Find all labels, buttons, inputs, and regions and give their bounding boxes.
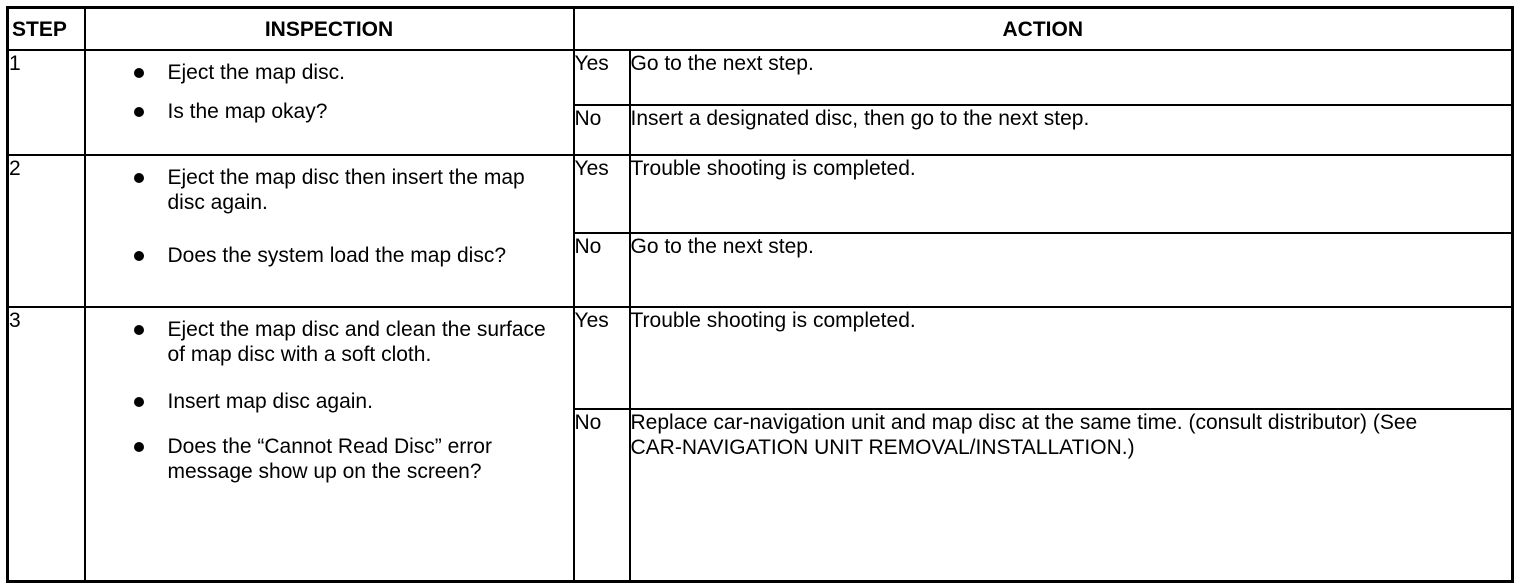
answer-no: No <box>574 409 630 581</box>
bullet-icon <box>134 107 144 117</box>
inspection-item <box>86 60 573 85</box>
inspection-text: Insert map disc again. <box>167 390 373 413</box>
inspection-item <box>86 165 573 215</box>
inspection-text: Is the map okay? <box>167 100 328 123</box>
inspection-text: Does the system load the map disc? <box>167 244 507 267</box>
answer-no: No <box>574 233 630 307</box>
inspection-item <box>86 99 573 124</box>
inspection-cell <box>85 155 574 307</box>
action-header: ACTION <box>574 8 1513 51</box>
step-header: STEP <box>8 8 85 51</box>
inspection-text: Does the “Cannot Read Disc” error message show up on the screen? <box>167 435 492 483</box>
action-text: Go to the next step. <box>630 50 1513 105</box>
bullet-icon <box>134 442 144 452</box>
bullet-icon <box>134 68 144 78</box>
action-text: Replace car-navigation unit and map disc at the same time. (consult distributor) (See CAR-NAVIGATION UNIT REMOVAL/INSTALLATION.) <box>630 409 1513 581</box>
bullet-icon <box>134 251 144 261</box>
inspection-text: Eject the map disc and clean the surface of map disc with a soft cloth. <box>167 318 546 366</box>
table-row <box>8 155 1513 233</box>
answer-no: No <box>574 105 630 155</box>
action-text: Insert a designated disc, then go to the next step. <box>630 105 1513 155</box>
bullet-icon <box>134 397 144 407</box>
action-text: Go to the next step. <box>630 233 1513 307</box>
step-number: 3 <box>8 307 85 581</box>
inspection-list <box>86 156 573 268</box>
table-row <box>8 50 1513 105</box>
inspection-text: Eject the map disc. <box>167 61 345 84</box>
action-text: Trouble shooting is completed. <box>630 307 1513 409</box>
inspection-item <box>86 317 573 367</box>
bullet-icon <box>134 173 144 183</box>
header-row <box>8 8 1513 51</box>
step-number: 1 <box>8 50 85 155</box>
inspection-item <box>86 434 573 484</box>
step-number: 2 <box>8 155 85 307</box>
inspection-item <box>86 243 573 268</box>
inspection-cell <box>85 50 574 155</box>
table-row <box>8 307 1513 409</box>
answer-yes: Yes <box>574 50 630 105</box>
inspection-list <box>86 308 573 484</box>
inspection-list <box>86 51 573 124</box>
bullet-icon <box>134 325 144 335</box>
inspection-header: INSPECTION <box>85 8 574 51</box>
inspection-item <box>86 389 573 414</box>
answer-yes: Yes <box>574 155 630 233</box>
inspection-text: Eject the map disc then insert the map disc again. <box>167 166 525 214</box>
inspection-cell <box>85 307 574 581</box>
answer-yes: Yes <box>574 307 630 409</box>
diagnostic-table <box>6 6 1514 583</box>
action-text: Trouble shooting is completed. <box>630 155 1513 233</box>
